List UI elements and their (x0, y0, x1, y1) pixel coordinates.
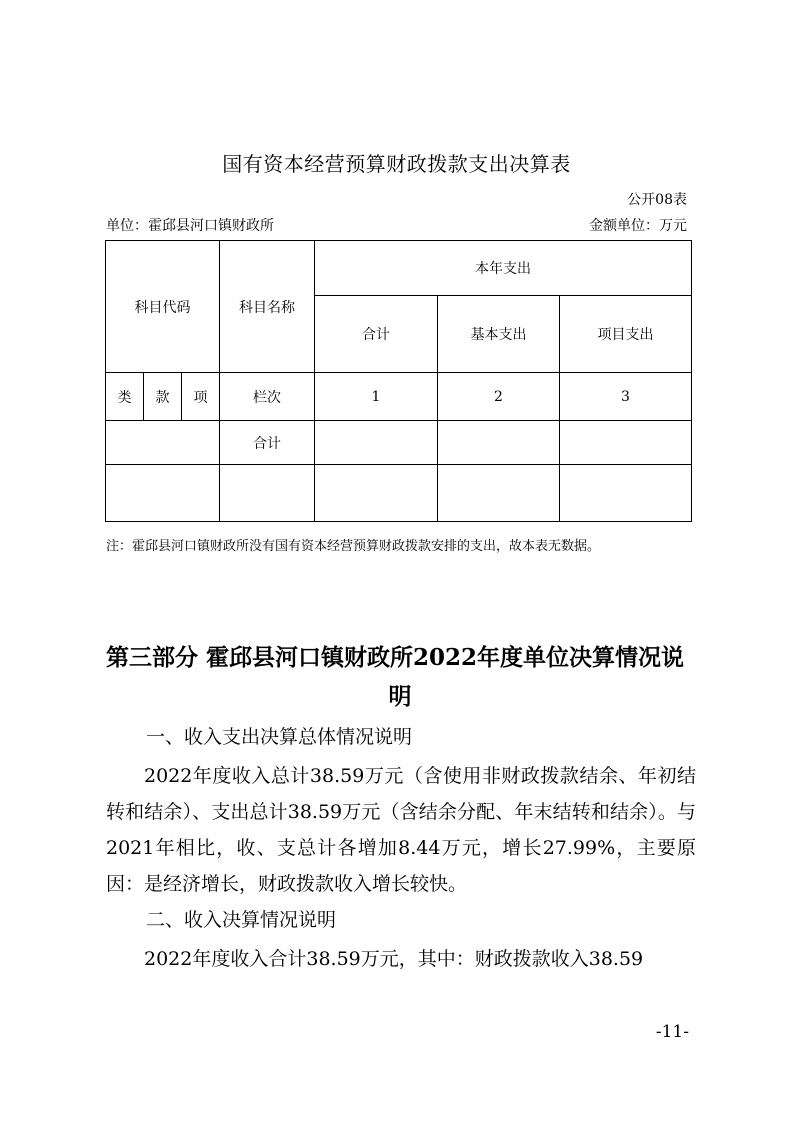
column-index-label: 栏次 (220, 373, 315, 421)
category-cell: 类 (106, 373, 144, 421)
total-column-header: 合计 (315, 296, 438, 373)
table-cell-empty (106, 421, 220, 465)
column-index-3: 3 (560, 373, 692, 421)
form-code: 公开08表 (627, 192, 687, 208)
column-index-1: 1 (315, 373, 438, 421)
paragraph-income: 2022年度收入合计38.59万元，其中：财政拨款收入38.59 (144, 948, 644, 970)
table-cell-empty (438, 465, 560, 522)
project-expenditure-header: 项目支出 (560, 296, 692, 373)
current-year-expenditure-header: 本年支出 (315, 241, 692, 296)
subject-code-header: 科目代码 (106, 241, 220, 373)
paragraph-overview: 2022年度收入总计38.59万元（含使用非财政拨款结余、年初结转和结余）、支出总计38.59万元（含结余分配、年末结转和结余）。与2021年相比，收、支总计各增加8.44万元，增长27.99%，主要原因：是经济增长，财政拨款收入增长较快。 (106, 765, 696, 895)
table-title: 国有资本经营预算财政拨款支出决算表 (222, 152, 571, 176)
heading-income-summary: 二、收入决算情况说明 (146, 909, 337, 931)
table-note: 注：霍邱县河口镇财政所没有国有资本经营预算财政拨款安排的支出，故本表无数据。 (106, 539, 601, 554)
section-title-line1: 第三部分 霍邱县河口镇财政所2022年度单位决算情况说 (106, 644, 685, 671)
amount-unit-label: 金额单位：万元 (589, 218, 687, 234)
table-cell-empty (106, 465, 220, 522)
expenditure-table (105, 240, 692, 522)
table-cell-empty (220, 465, 315, 522)
subject-name-header: 科目名称 (220, 241, 315, 373)
table-cell-empty (560, 465, 692, 522)
unit-label: 单位：霍邱县河口镇财政所 (106, 218, 274, 234)
column-index-2: 2 (438, 373, 560, 421)
section-title (106, 640, 694, 715)
section-title-line2: 明 (388, 683, 412, 710)
table-cell-empty (315, 465, 438, 522)
item-cell: 项 (182, 373, 220, 421)
section-cell: 款 (144, 373, 182, 421)
basic-expenditure-header: 基本支出 (438, 296, 560, 373)
table-cell-empty (438, 421, 560, 465)
table-cell-empty (560, 421, 692, 465)
page-number: -11- (655, 1022, 689, 1042)
total-row-label: 合计 (220, 421, 315, 465)
heading-income-expenditure-overview: 一、收入支出决算总体情况说明 (146, 726, 413, 748)
table-cell-empty (315, 421, 438, 465)
